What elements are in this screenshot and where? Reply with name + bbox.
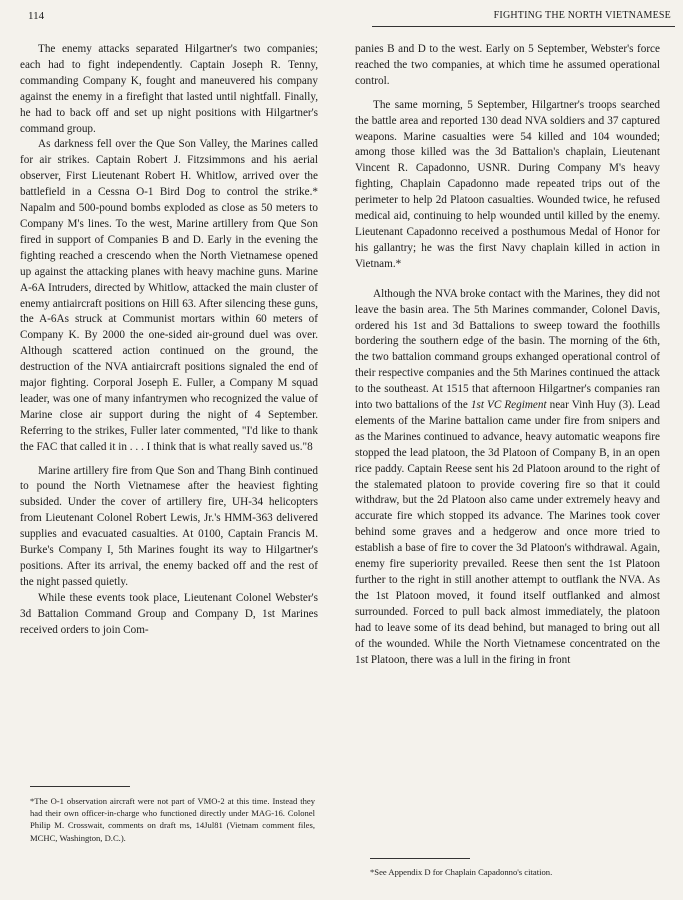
unit-name-italic: 1st VC Regiment — [470, 399, 547, 412]
right-paragraph-3-text-b: near Vinh Huy (3). Lead elements of the Marine battalion came under fire from snipers and as the Marines continued to advance, heavy automatic weapons fire stopped the lead platoon, the 3d Platoon of Company B, in an open rice paddy. Captain Reese sent his 2d Platoon around to the right of the stalemated platoon to provide covering fire so that it could withdraw, but the 2d Platoon also came under extremely heavy and accurate fire which stopped its advance. The Marines took cover behind some graves and a hedgerow and once more tried to establish a base of fire to cover the 3d Platoon's withdrawal. Again, enemy fire superiority prevailed. Reese then sent the 1st Platoon further to the right in still another attempt to outflank the NVA. As the 1st Platoon moved, it found itself outflanked and almost surrounded. Forced to pull back almost immediately, the platoon had to leave some of its dead behind, but managed to bring out all of the wounded. While the North Vietnamese concentrated on the 1st Platoon, there was a lull in the firing in front — [355, 399, 661, 666]
left-column — [20, 42, 318, 639]
left-paragraph-4: While these events took place, Lieutenant Colonel Webster's 3d Battalion Command Group and Company D, 1st Marines received orders to join Com- — [20, 591, 318, 636]
header-rule — [372, 26, 675, 27]
footnote-right: *See Appendix D for Chaplain Capadonno's citation. — [370, 867, 553, 877]
left-paragraph-2: As darkness fell over the Que Son Valley, the Marines called for air strikes. Captain Robert J. Fitzsimmons and his aerial observer, First Lieutenant Robert H. Whitlow, arrived over the battlefield in a Cessna O-1 Bird Dog to control the strike.* Napalm and 500-pound bombs exploded as close as 50 meters to Company M's lines. To the west, Marine artillery from Que Son fired in support of Companies B and D. Early in the evening the fighting reached a crescendo when the North Vietnamese opened up against the attacking planes with heavy machine guns. Marine A-6A Intruders, directed by Whitlow, attacked the main cluster of enemy antiaircraft positions on Hill 63. After silencing these guns, the A-6As struck at Communist mortars within 60 meters of Company K. By 2000 the one-sided air-ground duel was over. Although scattered action continued on the ground, the destruction of the NVA antiaircraft positions signaled the end of major fighting. Corporal Joseph E. Fuller, a Company M squad leader, was one of many infantrymen who recognized the value of Marine close air support during the night of 4 September. Referring to the strikes, Fuller later commented, "I'd like to thank the FAC that called it in . . . I think that is what really saved us."8 — [20, 138, 318, 453]
footnote-rule-left — [30, 786, 130, 787]
right-paragraph-3 — [355, 287, 660, 669]
running-head: FIGHTING THE NORTH VIETNAMESE — [493, 10, 671, 21]
left-paragraph-3: Marine artillery fire from Que Son and Thang Binh continued to pound the North Vietnamese after the heaviest fighting subsided. Under the cover of artillery fire, UH-34 helicopters from Lieutenant Colonel Robert Lewis, Jr.'s HMM-363 delivered supplies and evacuated casualties. At 0100, Captain Francis M. Burke's Company I, 5th Marines fought its way to Hilgartner's positions. After its arrival, the enemy backed off and the rest of the night passed quietly. — [20, 464, 318, 588]
right-paragraph-1: panies B and D to the west. Early on 5 September, Webster's force reached the two companies, at which time he assumed operational control. — [355, 43, 660, 87]
right-column — [355, 42, 660, 668]
footnote-left: *The O-1 observation aircraft were not part of VMO-2 at this time. Instead they had their own officer-in-charge who functioned directly under MAG-16. Colonel Philip M. Crosswait, comments on draft ms, 14Jul81 (Vietnam comment files, MCHC, Washington, D.C.). — [30, 796, 315, 843]
footnote-rule-right — [370, 858, 470, 859]
page-number: 114 — [28, 10, 45, 22]
left-paragraph-1: The enemy attacks separated Hilgartner's two companies; each had to fight independently. Captain Joseph R. Tenny, commanding Company K, fought and maneuvered his company against the enemy in a firefight that lasted until nightfall. Finally, he had to back off and set up night positions with Hilgartner's command group. — [20, 43, 318, 135]
right-paragraph-3-text-a: Although the NVA broke contact with the Marines, they did not leave the basin area. The 5th Marines commander, Colonel Davis, ordered his 1st and 3d Battalions to sweep toward the foothills bordering the southern edge of the basin. The morning of the 6th, the two battalion command groups exhanged operational control of their respective companies and the 5th Marines continued the attack to the southeast. At 1515 that afternoon Hilgartner's companies ran into two battalions of the — [355, 287, 660, 412]
right-paragraph-2: The same morning, 5 September, Hilgartner's troops searched the battle area and reported 130 dead NVA soldiers and 37 captured weapons. Marine casualties were 54 killed and 104 wounded; among those killed was the 3d Battalion's chaplain, Lieutenant Vincent R. Capadonno, USNR. During Company M's heavy fighting, Chaplain Capadonno made repeated trips out of the perimeter to help 2d Platoon casualties. Wounded twice, he refused medical aid, continuing to help wounded until killed by the enemy. Lieutenant Capadonno received a posthumous Medal of Honor for his gallantry; he was the first Navy chaplain killed in action in Vietnam.* — [355, 98, 660, 270]
